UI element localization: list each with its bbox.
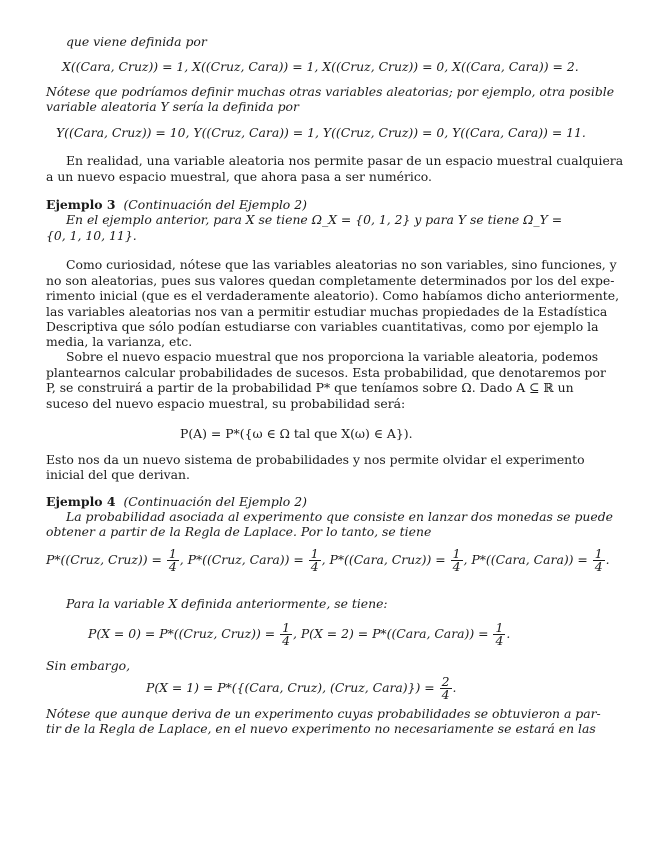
example-3-subtitle: (Continuación del Ejemplo 2): [123, 197, 307, 212]
example-4-heading: [46, 494, 307, 510]
text-line: Sin embargo,: [46, 658, 131, 673]
fraction: $\frac{1}{4}$: [495, 620, 504, 648]
text-line: tir de la Regla de Laplace, en el nuevo experimento no necesariamente se estará en las: [46, 721, 596, 736]
text-line: no son aleatorias, pues sus valores quedan completamente determinados por los del expe-: [46, 273, 615, 288]
fraction: $\frac{1}{4}$: [310, 546, 319, 574]
text-line: P, se construirá a partir de la probabilidad P* que teníamos sobre Ω. Dado A ⊆ ℝ un: [46, 380, 574, 395]
example-3-heading: [46, 197, 307, 213]
text-line: Sobre el nuevo espacio muestral que nos proporciona la variable aleatoria, podemos: [66, 349, 599, 364]
text-line: inicial del que derivan.: [46, 467, 190, 482]
text-line: Nótese que podríamos definir muchas otras variables aleatorias; por ejemplo, otra posible: [46, 84, 615, 99]
text-line: {0, 1, 10, 11}.: [46, 228, 137, 243]
fraction: $\frac{2}{4}$: [441, 674, 450, 702]
text-line: media, la varianza, etc.: [46, 334, 193, 349]
fraction: $\frac{1}{4}$: [282, 620, 290, 648]
text-line: En el ejemplo anterior, para X se tiene Ω_X = {0, 1, 2} y para Y se tiene Ω_Y =: [66, 212, 563, 227]
fraction: $\frac{1}{4}$: [594, 546, 603, 574]
text-line: suceso del nuevo espacio muestral, su probabilidad será:: [46, 396, 406, 411]
equation-probability-definition: P(A) = P*({ω ∈ Ω tal que X(ω) ∈ A}).: [180, 426, 413, 441]
example-4-title: Ejemplo 4: [46, 494, 116, 509]
text-line: a un nuevo espacio muestral, que ahora pasa a ser numérico.: [46, 169, 432, 184]
text-line: La probabilidad asociada al experimento que consiste en lanzar dos monedas se puede: [66, 509, 613, 524]
text-line: obtener a partir de la Regla de Laplace. Por lo tanto, se tiene: [46, 524, 432, 539]
text-line: Descriptiva que sólo podían estudiarse con variables cuantitativas, como por ejemplo la: [46, 319, 599, 334]
example-3-title: Ejemplo 3: [46, 197, 116, 212]
text-line: Nótese que aunque deriva de un experimento cuyas probabilidades se obtuvieron a par-: [46, 706, 601, 721]
equation-x-equals-one: P(X = 1) = P*({(Cara, Cruz), (Cruz, Cara)}) = $\frac{2}{4}$ .: [146, 674, 457, 702]
text-line: plantearnos calcular probabilidades de sucesos. Esta probabilidad, que denotaremos por: [46, 365, 606, 380]
fraction: $\frac{1}{4}$: [452, 546, 461, 574]
text-line: variable aleatoria Y sería la definida por: [46, 99, 299, 114]
text-line: Para la variable X definida anteriormente, se tiene:: [66, 596, 388, 611]
equation-x-probabilities: P(X = 0) = P*((Cruz, Cruz)) = $\frac{1}{4}$ , P(X = 2) = P*((Cara, Cara)) = $\frac{1}{4}$ .: [88, 620, 511, 648]
text-line: rimento inicial (que es el verdaderamente aleatorio). Como habíamos dicho anteriormente,: [46, 288, 620, 303]
example-4-subtitle: (Continuación del Ejemplo 2): [123, 494, 307, 509]
text-line: En realidad, una variable aleatoria nos permite pasar de un espacio muestral cualquiera: [66, 153, 624, 168]
text-line: las variables aleatorias nos van a permitir estudiar muchas propiedades de la Estadística: [46, 304, 608, 319]
fraction: $\frac{1}{4}$: [168, 546, 177, 574]
equation-laplace-probabilities: P*((Cruz, Cruz)) = $\frac{1}{4}$ , P*((Cruz, Cara)) = $\frac{1}{4}$ , P*((Cara, Cruz)) = $\frac{1}{4}$ , P*((Cara, Cara)) = $\frac{1}{4}$ .: [46, 546, 610, 574]
equation-x-definition: X((Cara, Cruz)) = 1, X((Cruz, Cara)) = 1, X((Cruz, Cruz)) = 0, X((Cara, Cara)) = 2.: [62, 59, 579, 74]
text-line: Esto nos da un nuevo sistema de probabilidades y nos permite olvidar el experimento: [46, 452, 585, 467]
text-line: Como curiosidad, nótese que las variables aleatorias no son variables, sino funciones, y: [66, 257, 617, 272]
equation-y-definition: Y((Cara, Cruz)) = 10, Y((Cruz, Cara)) = 1, Y((Cruz, Cruz)) = 0, Y((Cara, Cara)) = 11.: [56, 125, 586, 140]
text-line: que viene definida por: [66, 34, 207, 49]
